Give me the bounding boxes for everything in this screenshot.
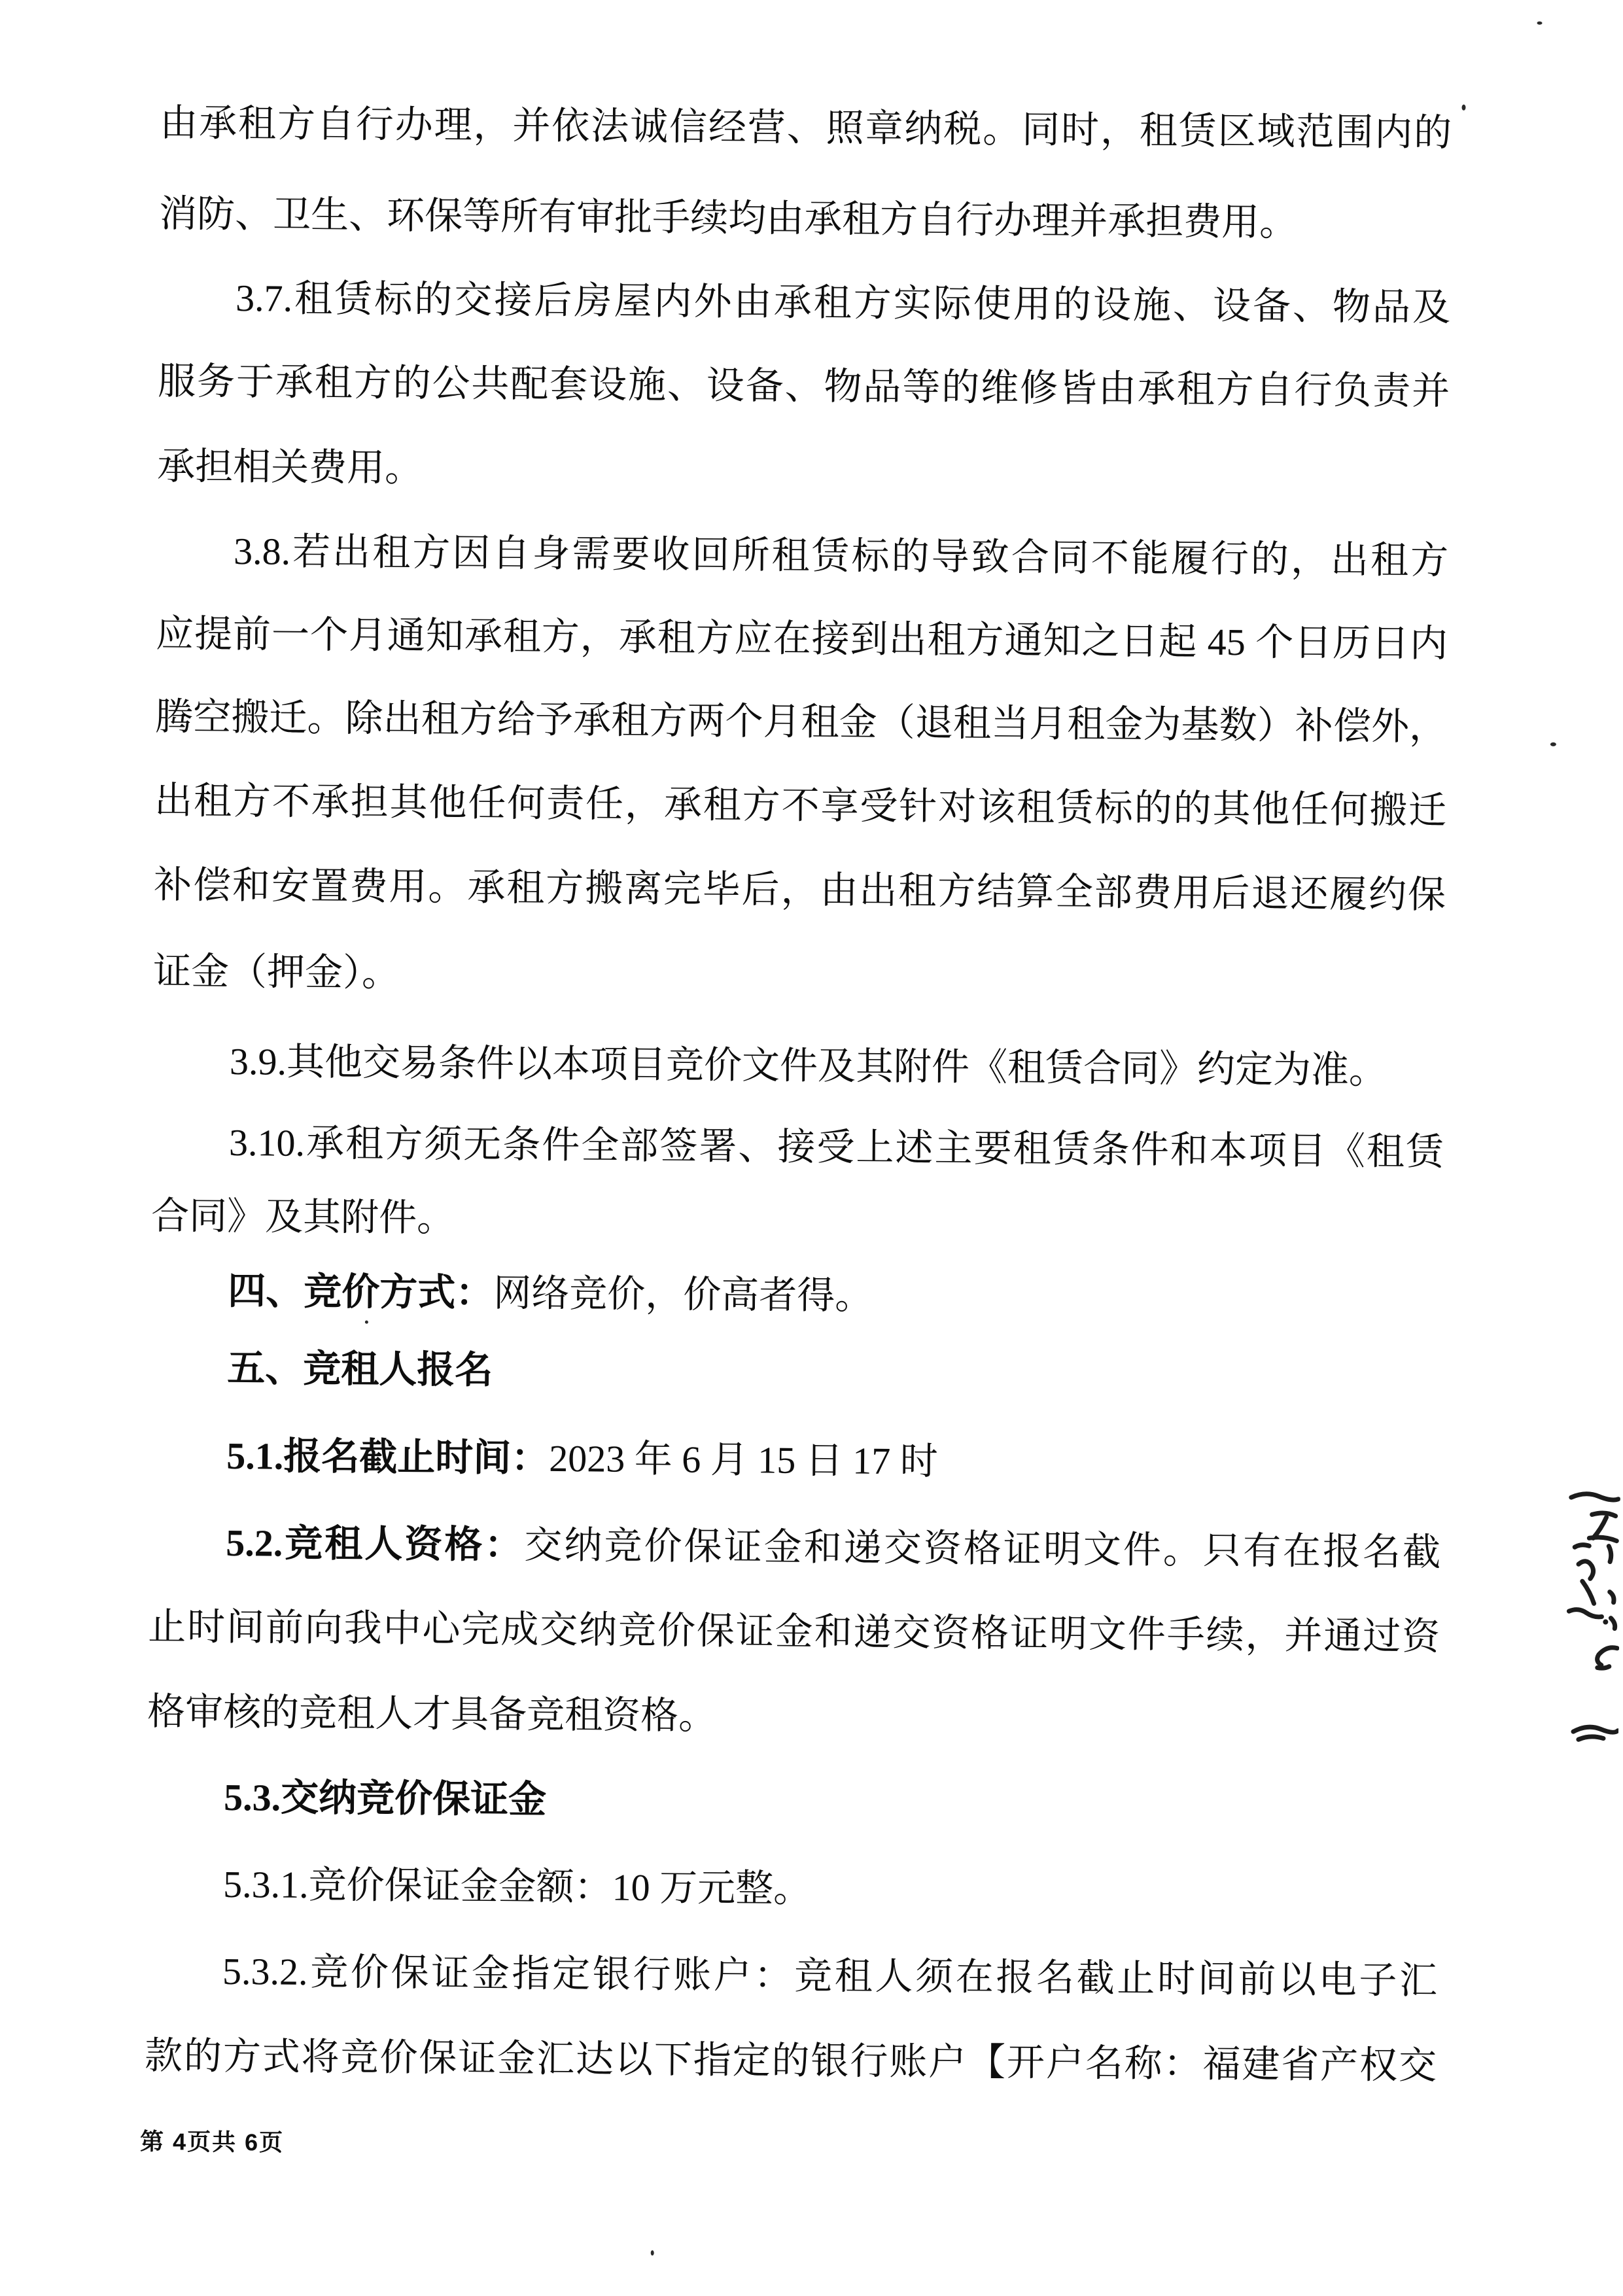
scan-speck [1537, 22, 1543, 25]
text-line [150, 1269, 1442, 1323]
text-line [153, 950, 1445, 1003]
text-line [152, 1121, 1444, 1174]
text-line [154, 863, 1446, 917]
text-line [160, 101, 1452, 155]
line-text-segment: 3.8.若出租方因自身需要收回所租赁标的导致合同不能履行的，出租方 [233, 530, 1449, 582]
line-text-segment: 3.10.承租方须无条件全部签署、接受上述主要租赁条件和本项目《租赁 [228, 1121, 1444, 1174]
scan-speck [1461, 105, 1465, 111]
line-text-segment: 合同》及其附件。 [150, 1194, 455, 1240]
line-text-segment: 止时间前向我中心完成交纳竞价保证金和递交资格证明文件手续，并通过资 [147, 1605, 1440, 1658]
scan-speck [651, 2250, 654, 2255]
line-text-segment: 网络竞价，价高者得。 [493, 1272, 873, 1317]
text-line [148, 1521, 1440, 1574]
text-line [157, 445, 1449, 498]
line-text-segment: 服务于承租方的公共配套设施、设备、物品等的维修皆由承租方自行负责并 [157, 360, 1450, 413]
scan-speck [365, 1321, 368, 1324]
line-text-segment: 格审核的竞租人才具备竞租资格。 [147, 1690, 717, 1737]
line-text-segment: 2023 年 6 月 15 日 17 时 [549, 1436, 939, 1483]
line-text-segment: 交纳竞价保证金和递交资格证明文件。只有在报名截 [524, 1523, 1441, 1574]
line-bold-segment: 五、竞租人报名 [227, 1347, 493, 1392]
line-text-segment: 5.3.1.竞价保证金金额：10 万元整。 [222, 1862, 812, 1911]
page-footer: 第 4页共 6页 [139, 2127, 285, 2156]
scan-speck [1550, 742, 1556, 746]
text-line [155, 695, 1447, 749]
line-text-segment: 证金（押金）。 [152, 950, 400, 995]
line-text-segment: 5.3.2.竞价保证金指定银行账户：竞租人须在报名截止时间前以电子汇 [222, 1949, 1438, 2002]
text-line [145, 2034, 1437, 2088]
text-line [156, 612, 1448, 666]
text-line [150, 1346, 1442, 1400]
line-text-segment: 承担相关费用。 [156, 445, 423, 490]
text-line [158, 276, 1450, 330]
line-bold-segment: 5.1.报名截止时间： [226, 1434, 550, 1480]
line-text-segment: 款的方式将竞价保证金汇达以下指定的银行账户【开户名称：福建省产权交 [144, 2034, 1437, 2087]
text-line [156, 529, 1448, 583]
text-line [147, 1690, 1439, 1744]
line-text-segment: 消防、卫生、环保等所有审批手续均由承租方自行办理并承担费用。 [158, 192, 1298, 244]
line-text-segment: 3.9.其他交易条件以本项目竞价文件及其附件《租赁合同》约定为准。 [229, 1040, 1387, 1092]
line-text-segment: 出租方不承担其他任何责任，承租方不享受针对该租赁标的的其他任何搬迁 [154, 779, 1447, 832]
line-text-segment: 腾空搬迁。除出租方给予承租方两个月租金（退租当月租金为基数）补偿外， [154, 695, 1448, 748]
handwriting-artifact [1551, 1483, 1620, 1758]
text-line [147, 1775, 1439, 1829]
text-line [152, 1039, 1444, 1093]
line-text-segment: 补偿和安置费用。承租方搬离完毕后，由出租方结算全部费用后退还履约保 [153, 863, 1446, 916]
text-line [159, 192, 1451, 246]
line-bold-segment: 5.3.交纳竞价保证金 [223, 1775, 547, 1821]
line-text-segment: 由承租方自行办理，并依法诚信经营、照章纳税。同时，租赁区域范围内的 [160, 101, 1452, 154]
line-text-segment: 3.7.租赁标的交接后房屋内外由承租方实际使用的设施、设备、物品及 [235, 277, 1451, 329]
line-text-segment: 应提前一个月通知承租方，承租方应在接到出租方通知之日起 45 个日历日内 [155, 612, 1448, 665]
text-line [158, 360, 1450, 413]
text-line [154, 779, 1446, 833]
text-line [148, 1605, 1440, 1659]
line-bold-segment: 四、竞价方式： [228, 1270, 494, 1315]
line-bold-segment: 5.2.竞租人资格： [225, 1521, 525, 1567]
text-line [149, 1434, 1441, 1487]
text-line [145, 1949, 1437, 2003]
text-line [146, 1862, 1438, 1916]
text-line [151, 1194, 1443, 1248]
